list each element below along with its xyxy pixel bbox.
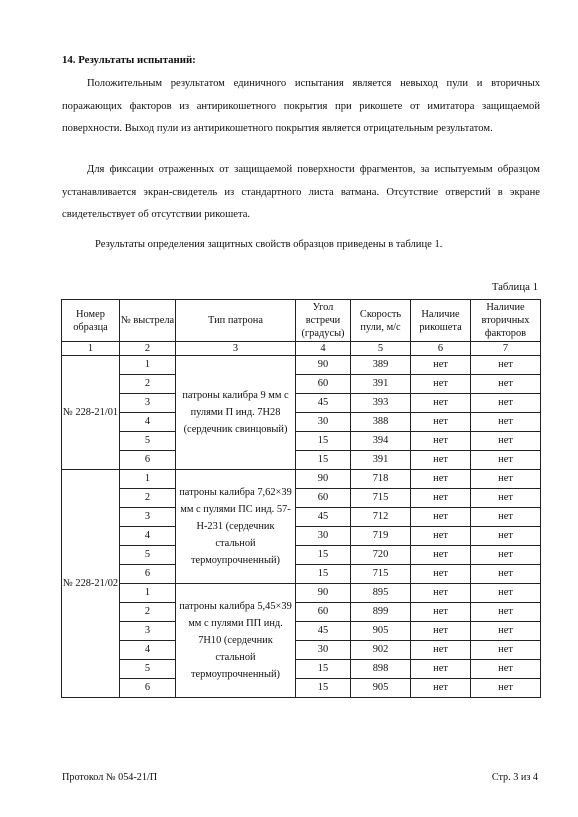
secondary-factors-cell: нет	[471, 527, 541, 546]
ricochet-cell: нет	[411, 565, 471, 584]
cartridge-type-cell: патроны калибра 7,62×39 мм с пулями ПС инд. 57-Н-231 (сердечник стальной термоупрочненный)	[176, 470, 296, 584]
secondary-factors-cell: нет	[471, 489, 541, 508]
table-row	[62, 527, 541, 546]
secondary-factors-cell: нет	[471, 432, 541, 451]
shot-number-cell: 4	[120, 641, 176, 660]
shot-number-cell: 2	[120, 603, 176, 622]
secondary-factors-cell: нет	[471, 603, 541, 622]
shot-number-cell: 5	[120, 432, 176, 451]
shot-number-cell: 6	[120, 679, 176, 698]
table-row	[62, 375, 541, 394]
secondary-factors-cell: нет	[471, 660, 541, 679]
shot-number-cell: 5	[120, 660, 176, 679]
impact-angle-cell: 60	[296, 603, 351, 622]
ricochet-cell: нет	[411, 394, 471, 413]
bullet-speed-cell: 720	[351, 546, 411, 565]
impact-angle-cell: 90	[296, 470, 351, 489]
impact-angle-cell: 15	[296, 660, 351, 679]
header-sample-number: Номер образца	[62, 300, 120, 342]
secondary-factors-cell: нет	[471, 451, 541, 470]
ricochet-cell: нет	[411, 413, 471, 432]
paragraph-positive-result: Положительным результатом единичного испытания является невыход пули и вторичных поражающих факторов из антирикошетного покрытия при рикошете от имитатора защищаемой поверхности. Выход пули из антирикошетного покрытия является отрицательным результатом.	[62, 78, 540, 135]
secondary-factors-cell: нет	[471, 394, 541, 413]
impact-angle-cell: 15	[296, 451, 351, 470]
table-row	[62, 546, 541, 565]
secondary-factors-cell: нет	[471, 546, 541, 565]
column-number: 7	[471, 342, 541, 356]
shot-number-cell: 5	[120, 546, 176, 565]
secondary-factors-cell: нет	[471, 565, 541, 584]
bullet-speed-cell: 391	[351, 451, 411, 470]
ricochet-cell: нет	[411, 679, 471, 698]
impact-angle-cell: 45	[296, 394, 351, 413]
impact-angle-cell: 15	[296, 432, 351, 451]
impact-angle-cell: 30	[296, 527, 351, 546]
bullet-speed-cell: 905	[351, 622, 411, 641]
impact-angle-cell: 90	[296, 356, 351, 375]
ricochet-cell: нет	[411, 375, 471, 394]
bullet-speed-cell: 899	[351, 603, 411, 622]
ricochet-cell: нет	[411, 584, 471, 603]
secondary-factors-cell: нет	[471, 622, 541, 641]
secondary-factors-cell: нет	[471, 679, 541, 698]
table-row	[62, 660, 541, 679]
bullet-speed-cell: 393	[351, 394, 411, 413]
bullet-speed-cell: 715	[351, 565, 411, 584]
secondary-factors-cell: нет	[471, 641, 541, 660]
table-row	[62, 679, 541, 698]
table-row	[62, 641, 541, 660]
bullet-speed-cell: 712	[351, 508, 411, 527]
table-row	[62, 622, 541, 641]
bullet-speed-cell: 391	[351, 375, 411, 394]
column-number: 3	[176, 342, 296, 356]
bullet-speed-cell: 719	[351, 527, 411, 546]
secondary-factors-cell: нет	[471, 470, 541, 489]
ricochet-cell: нет	[411, 641, 471, 660]
column-number: 4	[296, 342, 351, 356]
sample-number-cell: № 228-21/01	[62, 356, 120, 470]
shot-number-cell: 1	[120, 470, 176, 489]
ricochet-cell: нет	[411, 470, 471, 489]
shot-number-cell: 1	[120, 584, 176, 603]
results-table	[61, 299, 541, 698]
bullet-speed-cell: 905	[351, 679, 411, 698]
footer-protocol: Протокол № 054-21/П	[62, 772, 158, 783]
header-bullet-speed: Скорость пули, м/с	[351, 300, 411, 342]
bullet-speed-cell: 715	[351, 489, 411, 508]
bullet-speed-cell: 898	[351, 660, 411, 679]
impact-angle-cell: 45	[296, 508, 351, 527]
secondary-factors-cell: нет	[471, 375, 541, 394]
column-number: 5	[351, 342, 411, 356]
table-caption: Таблица 1	[491, 281, 538, 293]
table-row	[62, 413, 541, 432]
secondary-factors-cell: нет	[471, 584, 541, 603]
impact-angle-cell: 15	[296, 565, 351, 584]
table-row	[62, 356, 541, 375]
column-number: 6	[411, 342, 471, 356]
table-row	[62, 603, 541, 622]
column-number: 2	[120, 342, 176, 356]
table-row	[62, 489, 541, 508]
header-shot-number: № выстрела	[120, 300, 176, 342]
table-row	[62, 565, 541, 584]
ricochet-cell: нет	[411, 508, 471, 527]
column-number-row	[62, 342, 541, 356]
section-title: 14. Результаты испытаний:	[62, 54, 196, 66]
impact-angle-cell: 30	[296, 641, 351, 660]
paragraph-table-reference: Результаты определения защитных свойств образцов приведены в таблице 1.	[95, 239, 443, 250]
header-secondary-factors: Наличие вторичных факторов	[471, 300, 541, 342]
impact-angle-cell: 45	[296, 622, 351, 641]
ricochet-cell: нет	[411, 527, 471, 546]
cartridge-type-cell: патроны калибра 5,45×39 мм с пулями ПП инд. 7Н10 (сердечник стальной термоупрочненный)	[176, 584, 296, 698]
impact-angle-cell: 60	[296, 375, 351, 394]
shot-number-cell: 3	[120, 622, 176, 641]
shot-number-cell: 6	[120, 565, 176, 584]
impact-angle-cell: 90	[296, 584, 351, 603]
bullet-speed-cell: 718	[351, 470, 411, 489]
cartridge-type-cell: патроны калибра 9 мм с пулями П инд. 7Н28 (сердечник свинцовый)	[176, 356, 296, 470]
results-table-body	[62, 356, 541, 698]
column-number: 1	[62, 342, 120, 356]
impact-angle-cell: 60	[296, 489, 351, 508]
shot-number-cell: 2	[120, 375, 176, 394]
bullet-speed-cell: 388	[351, 413, 411, 432]
bullet-speed-cell: 394	[351, 432, 411, 451]
footer-page-number: Стр. 3 из 4	[491, 772, 538, 783]
paragraph-witness-screen: Для фиксации отраженных от защищаемой поверхности фрагментов, за испытуемым образцом устанавливается экран-свидетель из стандартного листа ватмана. Отсутствие отверстий в экране свидетельствует об отсутствии рикошета.	[62, 164, 540, 221]
shot-number-cell: 4	[120, 527, 176, 546]
table-row	[62, 394, 541, 413]
sample-number-cell: № 228-21/02	[62, 470, 120, 698]
table-row	[62, 508, 541, 527]
ricochet-cell: нет	[411, 356, 471, 375]
secondary-factors-cell: нет	[471, 356, 541, 375]
impact-angle-cell: 15	[296, 679, 351, 698]
shot-number-cell: 1	[120, 356, 176, 375]
ricochet-cell: нет	[411, 603, 471, 622]
table-row	[62, 451, 541, 470]
shot-number-cell: 4	[120, 413, 176, 432]
header-row	[62, 300, 541, 342]
shot-number-cell: 2	[120, 489, 176, 508]
impact-angle-cell: 15	[296, 546, 351, 565]
bullet-speed-cell: 895	[351, 584, 411, 603]
ricochet-cell: нет	[411, 489, 471, 508]
secondary-factors-cell: нет	[471, 508, 541, 527]
shot-number-cell: 3	[120, 508, 176, 527]
ricochet-cell: нет	[411, 432, 471, 451]
header-impact-angle: Угол встречи (градусы)	[296, 300, 351, 342]
secondary-factors-cell: нет	[471, 413, 541, 432]
bullet-speed-cell: 389	[351, 356, 411, 375]
table-row	[62, 432, 541, 451]
impact-angle-cell: 30	[296, 413, 351, 432]
ricochet-cell: нет	[411, 546, 471, 565]
ricochet-cell: нет	[411, 660, 471, 679]
shot-number-cell: 3	[120, 394, 176, 413]
table-row	[62, 584, 541, 603]
ricochet-cell: нет	[411, 451, 471, 470]
bullet-speed-cell: 902	[351, 641, 411, 660]
ricochet-cell: нет	[411, 622, 471, 641]
table-row	[62, 470, 541, 489]
header-cartridge-type: Тип патрона	[176, 300, 296, 342]
shot-number-cell: 6	[120, 451, 176, 470]
header-ricochet: Наличие рикошета	[411, 300, 471, 342]
